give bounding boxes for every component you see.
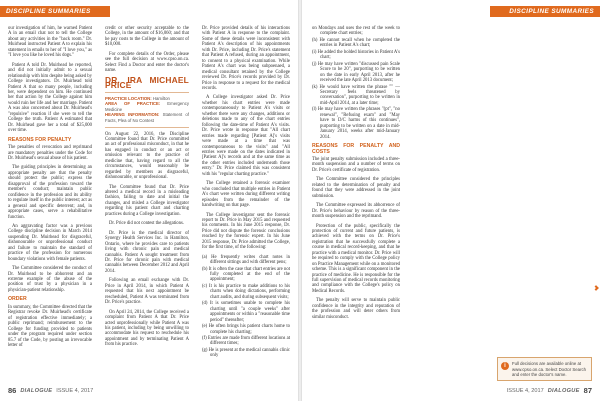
- paragraph: An aggravating factor was a previous College discipline decision in March 2014 suspending Dr. Muirhead for disgraceful, dishonourable or unprofessional conduct and failure to maintain the standard of practice of the profession for numerous boundary violations with female patients.: [8, 223, 92, 262]
- paragraph: The Committee considered the conduct of Dr. Muirhead to be abhorrent and an extreme example of the abuse of the position of trust by a physician in a physician-patient relationship.: [8, 266, 92, 293]
- page-number: 86: [8, 386, 17, 395]
- notice-text: Full decisions are available online at www.cpso.on.ca. Select Doctor Search and enter the doctor's name.: [512, 361, 587, 377]
- meta-label: PRACTICE LOCATION:: [105, 95, 152, 101]
- column-3: [202, 26, 290, 363]
- list-item: (b) It is often the case that chart entries are not fully completed at the end of the appointment;: [202, 266, 290, 283]
- paragraph: For complete details of the Order, please see the full decision at www.cpso.on.ca. Select Find a Doctor and enter the doctor's name.: [105, 51, 189, 74]
- paragraph: A College investigator asked Dr. Price whether his chart entries were made contemporaneously to Patient A's visits or whether there were any changes, additions or deletions made to any of the chart entries following the date-time of Patient A's visits. Dr. Price wrote in response that "All chart entries made regarding [Patient A]'s visits were made at a time that was contemporaneous to the visits" and "All entries were made on the dates indicated in [Patient A]'s records and at the same time as the other entries included underneath those entry." Dr. Price claimed this was consistent with his "regular charting practice.": [202, 95, 290, 177]
- section-header-title: DISCIPLINE SUMMARIES: [509, 8, 594, 15]
- paragraph: The Committee expressed its abhorrence of Dr. Price's behaviour by reason of the three-month suspension and the reprimand.: [312, 203, 400, 220]
- paragraph: Protection of the public, specifically the protection of current and future patients, is achieved with the terms on Dr. Price's registration that he successfully complete a course in medical record-keeping, and that he practice with a medical monitor. Dr. Price will be required to comply with the College policy on Practice Management while on a monitored scheme. This is a significant component in the practice of medicine. He is responsible for the full supervision of medical records monitoring and compliance with the College's policy on Medical Records.: [312, 223, 400, 294]
- page-number: 87: [583, 386, 592, 395]
- list-item: (e) He often brings his patient charts home to complete his charting;: [202, 324, 290, 335]
- paragraph: The guiding principles in determining an appropriate penalty are that the penalty should protect the public; express the disapproval of the profession toward the member's conduct; maintain public confidence in the profession and its ability to regulate itself in the public interest; act as a general and specific deterrent; and, in appropriate cases, serve a rehabilitative function.: [8, 165, 92, 220]
- paragraph: The penalty will serve to maintain public confidence in the integrity and reputation of the profession and will deter others from similar misconduct.: [312, 298, 400, 320]
- page-footer: [507, 386, 592, 395]
- list-item: (d) It is sometimes unable to complete his charting until "a couple weeks" after appointments or within a "reasonable time period" thereafter;: [202, 301, 290, 323]
- issue-label: ISSUE 4, 2017: [506, 387, 544, 394]
- paragraph: The joint penalty submission included a three-month suspension and a number of terms on Dr. Price's certificate of registration.: [312, 156, 400, 173]
- hearing-metadata: [105, 92, 189, 128]
- column-2: [105, 26, 189, 352]
- list-item: (k) He would have written the phrase "" — Secretary feels threatened by conversation", purporting to be written in mid-April 2014, at a later time;: [312, 84, 400, 106]
- paragraph: On August 22, 2016, the Discipline Committee found that Dr. Price committed an act of professional misconduct, in that he has engaged in conduct or an act or omission relevant to the practice of medicine that, having regard to all the circumstances, would reasonably be regarded by members as disgraceful, dishonourable, or unprofessional.: [105, 131, 189, 181]
- paragraph: The penalties of revocation and reprimand are mandatory penalties under the Code for Dr. Muirhead's sexual abuse of his patient.: [8, 145, 92, 161]
- list-item: (h) He cannot recall when he completed the entries in Patient A's chart;: [312, 37, 400, 49]
- list-item: (l) He may have written the phrases "(pt", "no renewal", "Refusing exam" and "May have to D/C harms of this continues", purporting to be written on a date in mid-January 2014, weeks after mid-January 2014.: [312, 107, 400, 140]
- meta-value: Emergency Medicine: [105, 101, 189, 112]
- paragraph: In summary, the Committee directed that the Registrar revoke Dr. Muirhead's certificate of registration effective immediately; a public reprimand; reimbursement to the College for funding provided to patients under the program required under section 85.7 of the Code, by posting an irrevocable letter of: [8, 304, 92, 349]
- doctor-name-heading: DR. IRA MICHAEL PRICE: [105, 74, 189, 91]
- section-heading: REASONS FOR PENALTY: [8, 136, 72, 143]
- paragraph: The College investigator sent the forensic report to Dr. Price in May 2015 and requested his comments. In his June 2015 response, Dr. Price did not dispute the forensic conclusions reached by the forensic expert. In his June 2015 response, Dr. Price admitted the College, for the first time, of the following:: [202, 212, 290, 251]
- meta-label: HEARING INFORMATION:: [105, 112, 160, 118]
- full-decision-notice: [497, 357, 592, 381]
- list-item: (i) He added the bolded histories in Patient A's chart;: [312, 49, 400, 61]
- left-page: [0, 0, 298, 401]
- paragraph: The Committee considered the principles related to the determination of penalty and found that they were addressed in the joint submission.: [312, 177, 400, 199]
- column-1: [8, 26, 92, 352]
- issue-label: ISSUE 4, 2017: [56, 387, 94, 394]
- right-page: [302, 0, 600, 401]
- paragraph: credit or other security acceptable to the College, in the amount of $16,060; and that he pay costs to the College in the amount of $10,000.: [105, 26, 189, 48]
- list-item: (j) He may have written "discussed pain Scale Score to be 20", purporting to be written on the date in early April 2013, after he received the late April 2013 document;: [312, 61, 400, 84]
- list-item: (a) He frequently writes chart notes in different sittings and with different pens;: [202, 254, 290, 266]
- page-footer: [8, 386, 93, 395]
- paragraph: The College retained a forensic examiner who concluded that multiple entries in Patient A's chart were written during different writing episodes from the remainder of the handwriting on that page.: [202, 181, 290, 209]
- magazine-name: DIALOGUE: [20, 387, 53, 394]
- paragraph: Following an email exchange with Dr. Price in April 2014, in which Patient A requested that his next appointment be rescheduled, Patient A was terminated from Dr. Price's practice.: [105, 278, 189, 306]
- section-heading: ORDER: [8, 296, 27, 303]
- list-item: (f) Entries are made from different locations at different times;: [202, 336, 290, 347]
- section-header-title: DISCIPLINE SUMMARIES: [6, 8, 91, 15]
- column-1: [312, 26, 400, 324]
- paragraph: The Committee found that Dr. Price altered a medical record in a misleading fashion, failing to date and initial the changes, and misled a College investigator regarding his patient chart and charting practices during a College investigation.: [105, 184, 189, 217]
- meta-label: AREA OF PRACTICE:: [105, 101, 161, 107]
- list-item: (g) He is present at the medical cannabis clinic only: [202, 347, 290, 359]
- section-heading: REASONS FOR PENALTY AND COSTS: [312, 143, 400, 155]
- magazine-name: DIALOGUE: [547, 387, 580, 394]
- paragraph: Dr. Price provided details of his interactions with Patient A in response to the complaint. Some of these details were inconsistent with Patient A's description of his appointments with Dr. Price, including Dr. Price's statement that Patient A refused, during an appointment, to consent to a physical examination. While Patient A's chart was being subpoenaed, a medical consultant retained by the College reviewed Dr. Price's records provided by Dr. Price in response to a request for the medical records.: [202, 26, 290, 91]
- paragraph: our investigation of him, he warned Patient A in an email chat not to tell the College about any activities in the "back room." Dr. Muirhead instructed Patient A to explain his statement in emails to her of "I love you," as "I love you like he loved his dogs.": [8, 26, 92, 59]
- paragraph: Dr. Price did not contest the allegations.: [109, 221, 184, 227]
- meta-value: Hamilton: [152, 95, 170, 101]
- list-item: (c) It is his practice to make additions to his charts when doing dictations, performing chart audits, and during subsequent visits;: [202, 283, 290, 300]
- paragraph: Patient A told Dr. Muirhead he reported, and did not initially admit to a sexual relationship with him despite being asked by College investigators. Dr. Muirhead told Patient A that so many people, including her, were dependent on him. He continued her that action by the College against him would ruin her life and her marriage. Patient A was also concerned about Dr. Muirhead's "repulsive" reaction if she were to tell the College the truth. Patient A estimated that Dr. Muirhead gave her a total of $25,000 over time.: [8, 62, 92, 134]
- continue-arrow-icon: [593, 285, 599, 291]
- paragraph: On April 24, 2014, the College received a complaint from Patient A that Dr. Price acted unprofessionally while Patient A was his patient, including by being unwilling to accommodate his request to reschedule his appointment and by terminating Patient A from his practice.: [105, 309, 189, 348]
- admission-list-continued: [312, 26, 400, 140]
- admission-list: [202, 255, 290, 359]
- paragraph: Dr. Price is the medical director of Synergy Health Services Inc. in Hamilton, Ontario, where he provides care to patients living with chronic pain and medical cannabis. Patient A sought treatment from Dr. Price for chronic pain with medical cannabis between December 2012 and April 2014.: [105, 230, 189, 274]
- list-item: on Mondays and uses the rest of the week to complete chart entries;: [312, 26, 400, 37]
- info-icon: i: [501, 362, 509, 370]
- meta-value: Statement of Facts, Plea of No Contest: [105, 112, 189, 123]
